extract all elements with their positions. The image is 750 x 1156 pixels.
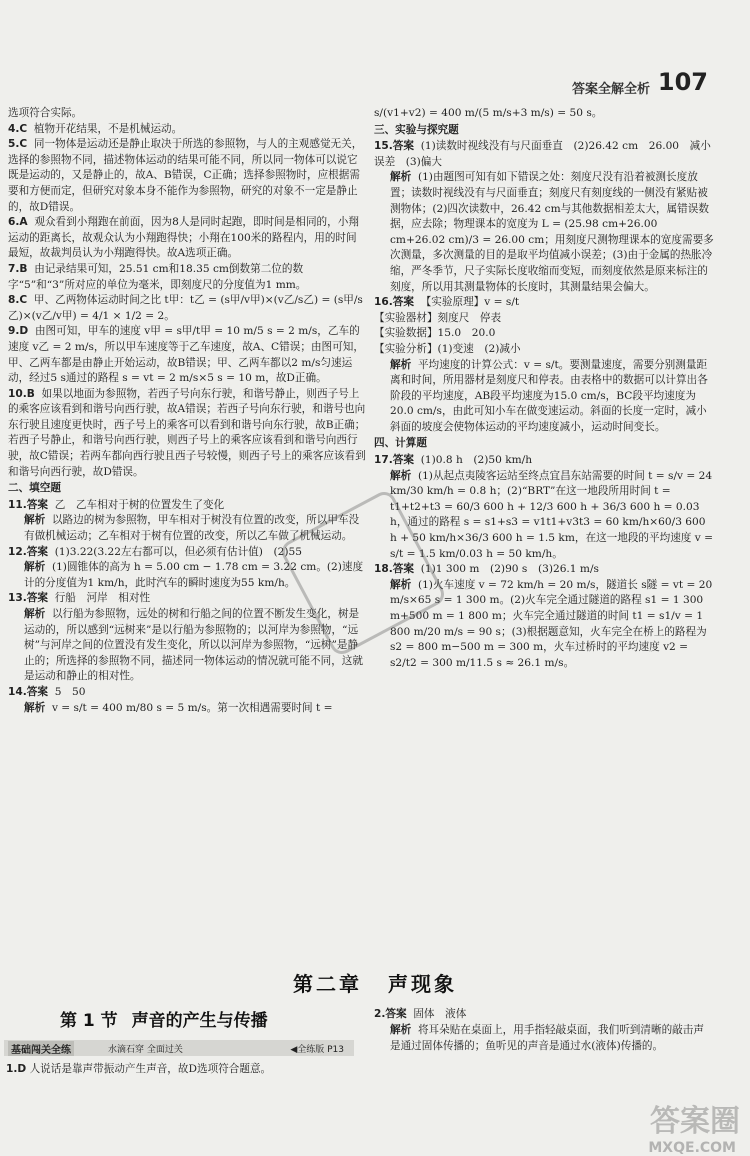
analysis-label: 解析 <box>390 358 412 371</box>
analysis-label: 解析 <box>24 514 46 527</box>
band-subtitle: 水滴石穿 全面过关 <box>108 1045 183 1055</box>
question-text: 如果以地面为参照物，若西子号向东行驶，和谐号静止，则西子号上的乘客应该看到和谐号向西行驶，故A错误；若西子号向东行驶，和谐号也向东行驶且速度更快时，西子号上的乘客可以看到和谐号向东行驶，故B正确；若西子号静止，和谐号向西行驶，则西子号上的乘客应该看到和谐号向西行驶，故C错误；若两车都向西行驶且西子号较慢，则西子号上的乘客应该看到和谐号向西行驶，故D错误。 <box>8 387 366 478</box>
question-text: 同一物体是运动还是静止取决于所选的参照物，与人的主观感觉无关，选择的参照物不同，描述物体运动的结果可能不同，所以同一物体可以说它既是运动的，又是静止的，故A、B错误，C正确；选择参照物时，应根据需要和方便而定，但研究对象本身不能作为参照物，研究的对象不一定是静止的，故D错误。 <box>8 138 363 213</box>
analysis-text: (1)圆锥体的高为 h = 5.00 cm − 1.78 cm = 3.22 cm。(2)速度计的分度值为1 km/h，此时汽车的瞬时速度为55 km/h。 <box>24 561 364 589</box>
analysis-text: 以行船为参照物，远处的树和行船之间的位置不断发生变化，树是运动的，所以感到“远树来”是以行船为参照物的；以河岸为参照物，“远树”与河岸之间的位置没有发生变化，所以以河岸为参照物，“远树”是静止的；所选择的参照物不同，描述同一物体运动的情况就可能不同，这就是运动和静止的相对性。 <box>24 608 363 683</box>
question-text: 植物开花结果，不是机械运动。 <box>33 122 183 135</box>
question-text: 行船 河岸 相对性 <box>54 592 151 605</box>
question-text: 5 50 <box>54 685 86 698</box>
section-name: 声音的产生与传播 <box>131 1011 268 1031</box>
question-text: 由图可知，甲车的速度 v甲 = s甲/t甲 = 10 m/5 s = 2 m/s，乙车的速度 v乙 = 2 m/s，所以甲车速度等于乙车速度，故A、C错误；由图可知，甲、乙两车都是由静止开始运动，故B错误；甲、乙两车都以2 m/s匀速运动，经过5 s通过的路程 s = vt = 2 m/s×5 s = 10 m，故D正确。 <box>8 325 364 385</box>
text-line: 选项符合实际。 <box>8 107 83 119</box>
analysis-label: 解析 <box>24 701 46 714</box>
watermark-url: MXQE.COM <box>648 1140 736 1156</box>
question-item <box>8 293 366 324</box>
question-text: (1)读数时视线没有与尺面垂直 (2)26.42 cm 26.00 减小误差 (3)偏大 <box>374 140 711 168</box>
section-number: 第 1 节 <box>60 1011 118 1031</box>
analysis-text: 以路边的树为参照物，甲车相对于树没有位置的改变，所以甲车没有做机械运动；乙车相对于树有位置的改变，所以乙车做了机械运动。 <box>24 514 360 543</box>
question-number: 16.答案 <box>374 296 414 309</box>
question-number: 1.D <box>6 1063 27 1075</box>
text-line: 【实验器材】刻度尺 停表 <box>374 311 502 324</box>
question-number: 5.C <box>8 138 28 151</box>
question-number: 11.答案 <box>8 498 48 511</box>
question-number: 10.B <box>8 387 35 400</box>
question-number: 13.答案 <box>8 592 48 605</box>
watermark-logo: 答案圈 <box>650 1104 740 1139</box>
question-item <box>8 137 366 215</box>
text-line: 【实验分析】(1)变速 (2)减小 <box>374 342 521 355</box>
analysis-text: 将耳朵贴在桌面上，用手指轻敲桌面，我们听到清晰的敲击声是通过固体传播的；鱼听见的声音是通过水(液体)传播的。 <box>390 1024 704 1052</box>
question-text: (1)3.22(3.22左右都可以，但必须有估计值) (2)55 <box>54 545 302 558</box>
section-heading: 二、填空题 <box>8 482 61 495</box>
text-line: s/(v1+v2) = 400 m/(5 m/s+3 m/s) = 50 s。 <box>374 107 603 119</box>
question-text: 【实验原理】v = s/t <box>420 296 520 309</box>
analysis-label: 解析 <box>24 608 46 620</box>
analysis-label: 解析 <box>390 578 412 591</box>
question-text: 乙 乙车相对于树的位置发生了变化 <box>54 498 225 511</box>
question-text: (1)0.8 h (2)50 km/h <box>420 454 533 467</box>
question-2 <box>374 1006 714 1054</box>
question-text: 观众看到小翔跑在前面，因为8人是同时起跑，即时间是相同的，小翔运动的距离长，故观众认为小翔跑得快；小翔在100米的路程内，用的时间最短，故裁判员认为小翔跑得快。故A选项正确。 <box>8 216 359 260</box>
question-item <box>8 498 366 514</box>
band-title: 基础闯关全练 <box>8 1041 74 1056</box>
analysis-label: 解析 <box>390 1024 412 1036</box>
question-text: (1)1 300 m (2)90 s (3)26.1 m/s <box>420 563 599 576</box>
analysis-item <box>374 170 714 295</box>
header-label: 答案全解全析 <box>571 82 650 97</box>
page-header <box>0 68 750 108</box>
chapter-name: 声现象 <box>388 972 457 996</box>
question-number: 8.C <box>8 294 28 307</box>
question-number: 4.C <box>8 122 28 135</box>
analysis-label: 解析 <box>390 469 412 482</box>
analysis-item <box>8 701 366 717</box>
analysis-text: (1)从起点夷陵客运站至终点宜昌东站需要的时间 t = s/v = 24 km/30 km/h = 0.8 h；(2)“BRT”在这一地段所用时间 t = t1+t2+t3 = 60/3 600 h + 12/3 600 h + 36/3 600 h = 0.03 h，通过的路程 s = s1+s3 = v1t1+v3t3 = 60 km/h×60/3 600 h + 50 km/h×36/3 600 h = 1.5 km，在这一地段的平均速度 v = s/t = 1.5 km/0.03 h = 50 km/h。 <box>390 469 713 560</box>
analysis-text: v = s/t = 400 m/80 s = 5 m/s。第一次相遇需要时间 t = <box>51 701 333 714</box>
question-number: 2.答案 <box>374 1008 407 1020</box>
analysis-item <box>8 607 366 685</box>
question-item <box>374 139 714 170</box>
question-number: 7.B <box>8 262 28 275</box>
question-number: 14.答案 <box>8 685 48 698</box>
question-item <box>8 685 366 701</box>
analysis-item <box>374 358 714 436</box>
question-number: 9.D <box>8 325 29 338</box>
chapter-number: 第二章 <box>293 972 362 996</box>
left-column <box>8 106 366 716</box>
question-item <box>8 324 366 386</box>
question-1 <box>6 1062 356 1078</box>
question-number: 15.答案 <box>374 140 414 153</box>
question-item <box>8 387 366 481</box>
analysis-text: (1)火车速度 v = 72 km/h = 20 m/s，隧道长 s隧 = vt = 20 m/s×65 s = 1 300 m。(2)火车完全通过隧道的路程 s1 = 1 300 m+500 m = 1 800 m；火车完全通过隧道的时间 t1 = s1/v = 1 800 m/20 m/s = 90 s；(3)根据题意知，火车完全在桥上的路程为 s2 = 800 m−500 m = 300 m，火车过桥时的平均速度 v2 = s2/t2 = 300 m/11.5 s ≈ 26.1 m/s。 <box>390 578 713 669</box>
chapter-title <box>0 968 750 997</box>
answer-text: 固体 液体 <box>413 1008 467 1020</box>
question-number: 6.A <box>8 216 28 229</box>
text-line: 【实验数据】15.0 20.0 <box>374 327 496 340</box>
question-item <box>374 453 714 469</box>
analysis-item <box>374 469 714 563</box>
question-item <box>8 262 366 293</box>
analysis-label: 解析 <box>24 561 46 574</box>
analysis-label: 解析 <box>390 171 412 184</box>
question-item <box>374 295 714 311</box>
question-text: 人说话是靠声带振动产生声音，故D选项符合题意。 <box>29 1063 272 1075</box>
question-number: 18.答案 <box>374 563 414 576</box>
section-heading: 三、实验与探究题 <box>374 123 459 136</box>
section-title <box>60 1006 268 1031</box>
section-heading: 四、计算题 <box>374 437 427 450</box>
question-number: 17.答案 <box>374 454 414 467</box>
question-text: 甲、乙两物体运动时间之比 t甲：t乙 = (s甲/v甲)×(v乙/s乙) = (s甲/s乙)×(v乙/v甲) = 4/1 × 1/2 = 2。 <box>8 294 363 322</box>
question-text: 由记录结果可知，25.51 cm和18.35 cm倒数第二位的数字“5”和“3”所对应的单位为毫米，即刻度尺的分度值为1 mm。 <box>8 262 307 291</box>
question-item <box>8 215 366 262</box>
question-number: 12.答案 <box>8 545 48 558</box>
analysis-text: (1)由题图可知有如下错误之处：刻度尺没有沿着被测长度放置；读数时视线没有与尺面垂直；刻度尺有刻度线的一侧没有紧贴被测物体；(2)四次读数中，26.42 cm与其他数据相差太大，属错误数据，应去除；物理课本的宽度为 L = (25.98 cm+26.00 cm+26.02 cm)/3 = 26.00 cm；用刻度尺测物理课本的宽度需要多次测量，多次测量的目的是取平均值减小误差；(3)由于金属的热胀冷缩，严冬季节，尺子实际长度收缩而变短，而刻度依然是原来标注的刻度，所以用其测量物体的长度时，其测量结果会偏大。 <box>390 171 714 293</box>
band-reference: ◀全练版 P13 <box>290 1045 344 1055</box>
practice-band <box>4 1040 354 1056</box>
page-number: 107 <box>657 68 708 96</box>
analysis-text: 平均速度的计算公式：v = s/t。要测量速度，需要分别测量距离和时间，所用器材是刻度尺和停表。由表格中的数据可以计算出各阶段的平均速度，AB段平均速度为15.0 cm/s，BC段平均速度为20.0 cm/s，由此可知小车在做变速运动。斜面的长度一定时，减小斜面的坡度会使物体运动的平均速度减小，运动时间变长。 <box>390 358 708 433</box>
question-item <box>8 122 366 138</box>
